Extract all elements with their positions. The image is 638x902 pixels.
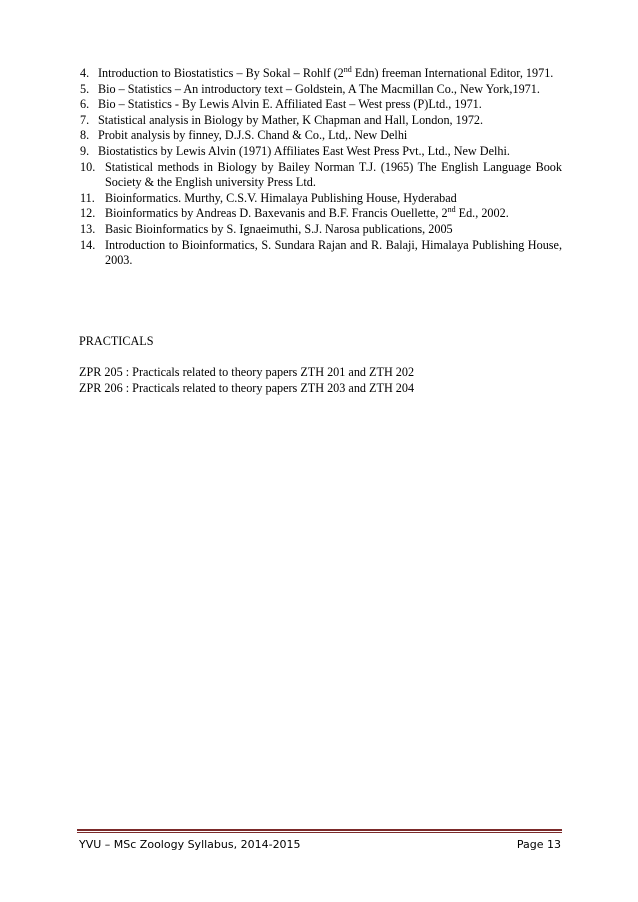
reference-number: 5. — [80, 81, 90, 96]
reference-text: Bioinformatics by Andreas D. Baxevanis and B.F. Francis Ouellette, 2 — [105, 206, 448, 221]
reference-item — [80, 144, 562, 160]
reference-number: 4. — [80, 66, 90, 80]
reference-number: 8. — [80, 128, 90, 143]
reference-item — [80, 113, 562, 129]
reference-item — [80, 191, 562, 207]
reference-text: Statistical analysis in Biology by Mather, K Chapman and Hall, London, 1972. — [98, 112, 484, 127]
reference-number: 10. — [80, 159, 96, 174]
reference-number: 11. — [80, 190, 95, 205]
reference-item — [80, 82, 562, 98]
footer-title: YVU – MSc Zoology Syllabus, 2014-2015 — [79, 838, 301, 851]
reference-list — [80, 66, 562, 269]
reference-text-tail: Edn) freeman International Editor, 1971. — [351, 66, 554, 80]
page-number: Page 13 — [516, 838, 561, 851]
reference-text: Introduction to Biostatistics – By Sokal – Rohlf (2 — [98, 66, 344, 80]
reference-text: Bioinformatics. Murthy, C.S.V. Himalaya Publishing House, Hyderabad — [105, 190, 457, 205]
reference-text: Biostatistics by Lewis Alvin (1971) Affiliates East West Press Pvt., Ltd., New Delhi. — [98, 143, 510, 158]
reference-item — [80, 238, 562, 269]
practicals-heading: PRACTICALS — [79, 334, 154, 348]
reference-item — [80, 66, 562, 82]
reference-text: Statistical methods in Biology by Bailey Norman T.J. (1965) The English Language Book Society & the English university Press Ltd. — [105, 159, 562, 190]
reference-item — [80, 206, 562, 222]
practical-line: ZPR 206 : Practicals related to theory papers ZTH 203 and ZTH 204 — [79, 381, 415, 395]
reference-text: Introduction to Bioinformatics, S. Sundara Rajan and R. Balaji, Himalaya Publishing House, 2003. — [105, 237, 562, 268]
reference-number: 14. — [80, 237, 96, 252]
reference-text: Probit analysis by finney, D.J.S. Chand & Co., Ltd,. New Delhi — [98, 128, 408, 143]
reference-item — [80, 160, 562, 191]
reference-text-tail: Ed., 2002. — [455, 206, 509, 221]
reference-number: 9. — [80, 143, 90, 158]
reference-item — [80, 97, 562, 113]
reference-number: 13. — [80, 221, 96, 236]
footer-rule-thin — [77, 832, 562, 833]
reference-superscript: nd — [447, 205, 456, 215]
reference-number: 6. — [80, 97, 90, 112]
practical-line: ZPR 205 : Practicals related to theory papers ZTH 201 and ZTH 202 — [79, 365, 415, 379]
reference-item — [80, 222, 562, 238]
reference-number: 7. — [80, 112, 90, 127]
reference-text: Basic Bioinformatics by S. Ignaeimuthi, S.J. Narosa publications, 2005 — [105, 221, 453, 236]
reference-text: Bio – Statistics – An introductory text – Goldstein, A The Macmillan Co., New York,1971. — [98, 81, 540, 96]
reference-superscript: nd — [343, 64, 352, 74]
reference-number: 12. — [80, 206, 96, 221]
reference-item — [80, 128, 562, 144]
reference-text: Bio – Statistics - By Lewis Alvin E. Affiliated East – West press (P)Ltd., 1971. — [98, 97, 482, 112]
footer-rule — [77, 829, 562, 831]
